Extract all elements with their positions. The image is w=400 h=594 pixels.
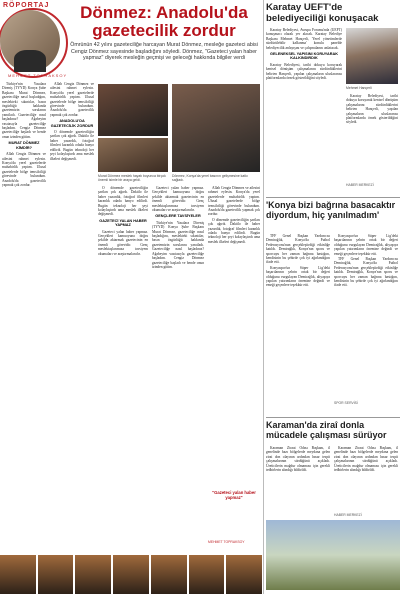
demiraglik-byline: SPOR SERVİSİ <box>334 401 358 405</box>
article-column-1 <box>2 82 46 552</box>
article-column-3 <box>98 186 148 552</box>
filmstrip-photo <box>189 555 225 594</box>
pull-quote: "Gazeteci yalan haber yapmaz" <box>212 490 256 500</box>
karaman-byline: HABER MERKEZİ <box>334 513 362 517</box>
demiraglik-text: TFF Genel Başkan Yardımcısı Demirağlık, Konya'da Futbol Federasyonu'nun gerçekleştirdiği etkinliğe katıldı. Demirağlık, Konya'nın sporu ve sporcuyu her zaman bağrına bastığını, kendisinin bu şehirde çok iyi ağırlandığını ifade etti. <box>266 234 330 265</box>
article-column-4 <box>152 186 204 552</box>
column-4-subhead: GENÇLERE TAVSİYELER <box>155 214 201 219</box>
article-photo-1 <box>98 84 168 136</box>
demiraglik-text-col2: Konyaspor'un Süper Lig'deki başarılarının şehrin ortak bir değeri olduğunu vurgulayan Demirağlık, altyapıya yapılan yatırımların önemine değindi ve emeği geçenlere teşekkür etti. <box>334 234 398 256</box>
filmstrip-photo <box>38 555 74 594</box>
karatay-photo-caption: Mehmet Hançerli <box>346 86 372 90</box>
karatay-text-col2: Karatay Belediyesi, tarihi dokuyu koruyarak kentsel dönüşüm çalışmalarını sürdürdüklerini belirten Hançerli, yapılan çalışmaların uluslararası platformlarda örnek gösterildiğini söyledi. <box>346 94 398 125</box>
section-tag: RÖPORTAJ <box>3 2 50 9</box>
section-divider <box>266 417 400 418</box>
karaman-headline: Karaman'da ziraî donla mücadele çalışması sürüyor <box>266 420 387 440</box>
karaman-text: Karaman Ziraat Odası Başkanı, il genelinde bazı bölgelerde meydana gelen zirai don olayının ardından hasar tespit çalışmalarının sürdüğünü açıkladı. Üreticilerin mağdur olmaması için gerekli tedbirlerin alındığı bildirildi. <box>266 446 330 473</box>
column-2-subhead: ANADOLU'DA GAZETECİLİK ZORDUR <box>50 119 94 128</box>
article-lead: Ömrünün 42 yılını gazeteciliğe harcayan Murat Dönmez, mesleğe gazeteci abisi Cengiz Dönmez sayesinde başladığını söyledi. Dönmez, "Gazeteci yalan haber yapmaz" diyerek mesleğin geçmişi ve geleceği hakkında bilgiler verdi <box>70 42 258 62</box>
karatay-photo <box>346 28 398 84</box>
column-divider <box>263 0 264 594</box>
column-1-text: Türkiye'nin Yasalara Direniş (TYYD) Konya Şube Başkanı Murat Dönmez, gazeteciliğe nasıl başladığını, meslekteki sıkıntılar, basın özgürlüğü hakkında gazetemizin sorularını yanıtladı. Gazeteciliğe nasıl başladınız? Ağabeyim vasıtasıyla gazeteciliğe başladım. Cengiz Dönmez gazeteciliğe başladı ve bende onun izinden gittim. <box>2 82 46 139</box>
column-2-text: Allah Cengiz Dönmez ve ailesini rahmet eylesin. Konya'da yerel gazetelerde muhabirlik yaptım. Ulusal gazetelerde bölge temsilciliği görevinde bulundum. Anadolu'da gazetecilik yapmak çok zordur. <box>50 82 94 117</box>
article-column-2 <box>50 82 94 552</box>
headline-line-2: gazetecilik zordur <box>92 21 236 40</box>
article-photo-3 <box>172 84 260 172</box>
karatay-text-cont: Karatay Belediyesi, tarihi dokuyu koruyarak kentsel dönüşüm çalışmalarını sürdürdüklerini belirten Hançerli, yapılan çalışmaların uluslararası platformlarda örnek gösterildiğini söyledi. <box>266 62 342 81</box>
karaman-photo <box>266 520 400 590</box>
filmstrip-photo <box>113 555 149 594</box>
photo-caption-1: Murat Dönmez meslek hayatı boyunca birçok önemli isimle bir araya geldi. <box>98 174 166 182</box>
demiraglik-headline: 'Konya bizi bağrına basacaktır diyordum, hiç yanılmadım' <box>266 200 396 220</box>
column-4-text: Gazeteci yalan haber yapmaz. Gerçekleri kamuoyuna doğru şekilde aktarmak gazetecinin en önemli görevidir. Genç meslektaşlarımıza tavsiyem okumaları ve araştırmalarıdır. <box>152 186 204 213</box>
karatay-byline: HABER MERKEZİ <box>346 183 374 187</box>
column-4-text-cont: Türkiye'nin Yasalara Direniş (TYYD) Konya Şube Başkanı Murat Dönmez, gazeteciliğe nasıl başladığını, meslekteki sıkıntılar, basın özgürlüğü hakkında gazetemizin sorularını yanıtladı. Gazeteciliğe nasıl başladınız? Ağabeyim vasıtasıyla gazeteciliğe başladım. Cengiz Dönmez gazeteciliğe başladı ve bende onun izinden gittim. <box>152 220 204 269</box>
section-divider <box>266 197 400 198</box>
karatay-headline: Karatay UEFT'de belediyeciliği konuşacak <box>266 2 379 24</box>
karatay-subhead: GELENEKSEL YAPISINI KORUYARAK KALKINDIRDIK <box>270 52 338 61</box>
article-column-5 <box>208 186 260 486</box>
photo-caption-2: Dönmez, Konya'da yerel basının gelişmesine katkı sağladı. <box>172 174 248 182</box>
demiraglik-text-col2-cont: TFF Genel Başkan Yardımcısı Demirağlık, Konya'da Futbol Federasyonu'nun gerçekleştirdiği etkinliğe katıldı. Demirağlık, Konya'nın sporu ve sporcuyu her zaman bağrına bastığını, kendisinin bu şehirde çok iyi ağırlandığını ifade etti. <box>334 257 398 288</box>
article-photo-2 <box>98 138 168 172</box>
karaman-text-col2: Karaman Ziraat Odası Başkanı, il genelinde bazı bölgelerde meydana gelen zirai don olayının ardından hasar tespit çalışmalarının sürdüğünü açıkladı. Üreticilerin mağdur olmaması için gerekli tedbirlerin alındığı bildirildi. <box>334 446 398 473</box>
portrait-filmstrip <box>0 555 262 594</box>
filmstrip-photo <box>0 555 36 594</box>
column-5-text: Allah Cengiz Dönmez ve ailesini rahmet eylesin. Konya'da yerel gazetelerde muhabirlik yaptım. Ulusal gazetelerde bölge temsilciliği görevinde bulundum. Anadolu'da gazetecilik yapmak çok zordur. <box>208 186 260 217</box>
filmstrip-photo <box>151 555 187 594</box>
karaman-article <box>266 420 400 592</box>
demiraglik-text-cont: Konyaspor'un Süper Lig'deki başarılarının şehrin ortak bir değeri olduğunu vurgulayan Demirağlık, altyapıya yapılan yatırımların önemine değindi ve emeği geçenlere teşekkür etti. <box>266 265 330 288</box>
column-3-text: O dönemde gazeteciliğin şartları çok ağırdı. Daktilo ile haber yazardık, fotoğraf filmleri karanlık odada banyo edilirdi. Bugün teknoloji her şeyi kolaylaştırdı ama meslek ilkeleri değişmedi. <box>98 186 148 217</box>
column-3-subhead: GAZETECİ YALAN HABER YAPMAZ <box>99 218 147 228</box>
filmstrip-photo <box>226 555 262 594</box>
headline-line-1: Dönmez: Anadolu'da <box>80 3 248 22</box>
column-5-text-cont: O dönemde gazeteciliğin şartları çok ağırdı. Daktilo ile haber yazardık, fotoğraf filmleri karanlık odada banyo edilirdi. Bugün teknoloji her şeyi kolaylaştırdı ama meslek ilkeleri değişmedi. <box>208 217 260 244</box>
column-3-text-cont: Gazeteci yalan haber yapmaz. Gerçekleri kamuoyuna doğru şekilde aktarmak gazetecinin en önemli görevidir. Genç meslektaşlarımıza tavsiyem okumaları ve araştırmalarıdır. <box>98 229 148 256</box>
portrait-photo <box>0 10 60 72</box>
portrait-caption: MEHMET TOPRAKSOY <box>8 73 68 78</box>
filmstrip-photo <box>75 555 111 594</box>
demiraglik-article <box>266 200 400 410</box>
karatay-article <box>266 2 400 192</box>
article-headline <box>66 4 262 40</box>
column-1-subhead: MURAT DÖNMEZ KİMDİR? <box>8 141 40 150</box>
karatay-text: Karatay Belediyesi, Avrupa Forumu'nda (UEFT) konuşmacı olarak yer alacak. Karatay Belediye Başkanı Mehmet Hançerli, 'Yerel yönetimlerde sürdürülebilir kalkınma' konulu panelde belediyecilik anlayışını ve çalışmalarını anlatacak. <box>266 28 342 50</box>
news-column <box>266 0 400 594</box>
article-byline: MEHMET TOPRAKSOY <box>208 540 245 544</box>
column-2-text-cont: O dönemde gazeteciliğin şartları çok ağırdı. Daktilo ile haber yazardık, fotoğraf filmleri karanlık odada banyo edilirdi. Bugün teknoloji her şeyi kolaylaştırdı ama meslek ilkeleri değişmedi. <box>50 130 94 161</box>
column-1-text-cont: Allah Cengiz Dönmez ve ailesini rahmet eylesin. Konya'da yerel gazetelerde muhabirlik yaptım. Ulusal gazetelerde bölge temsilciliği görevinde bulundum. Anadolu'da gazetecilik yapmak çok zordur. <box>2 152 46 187</box>
